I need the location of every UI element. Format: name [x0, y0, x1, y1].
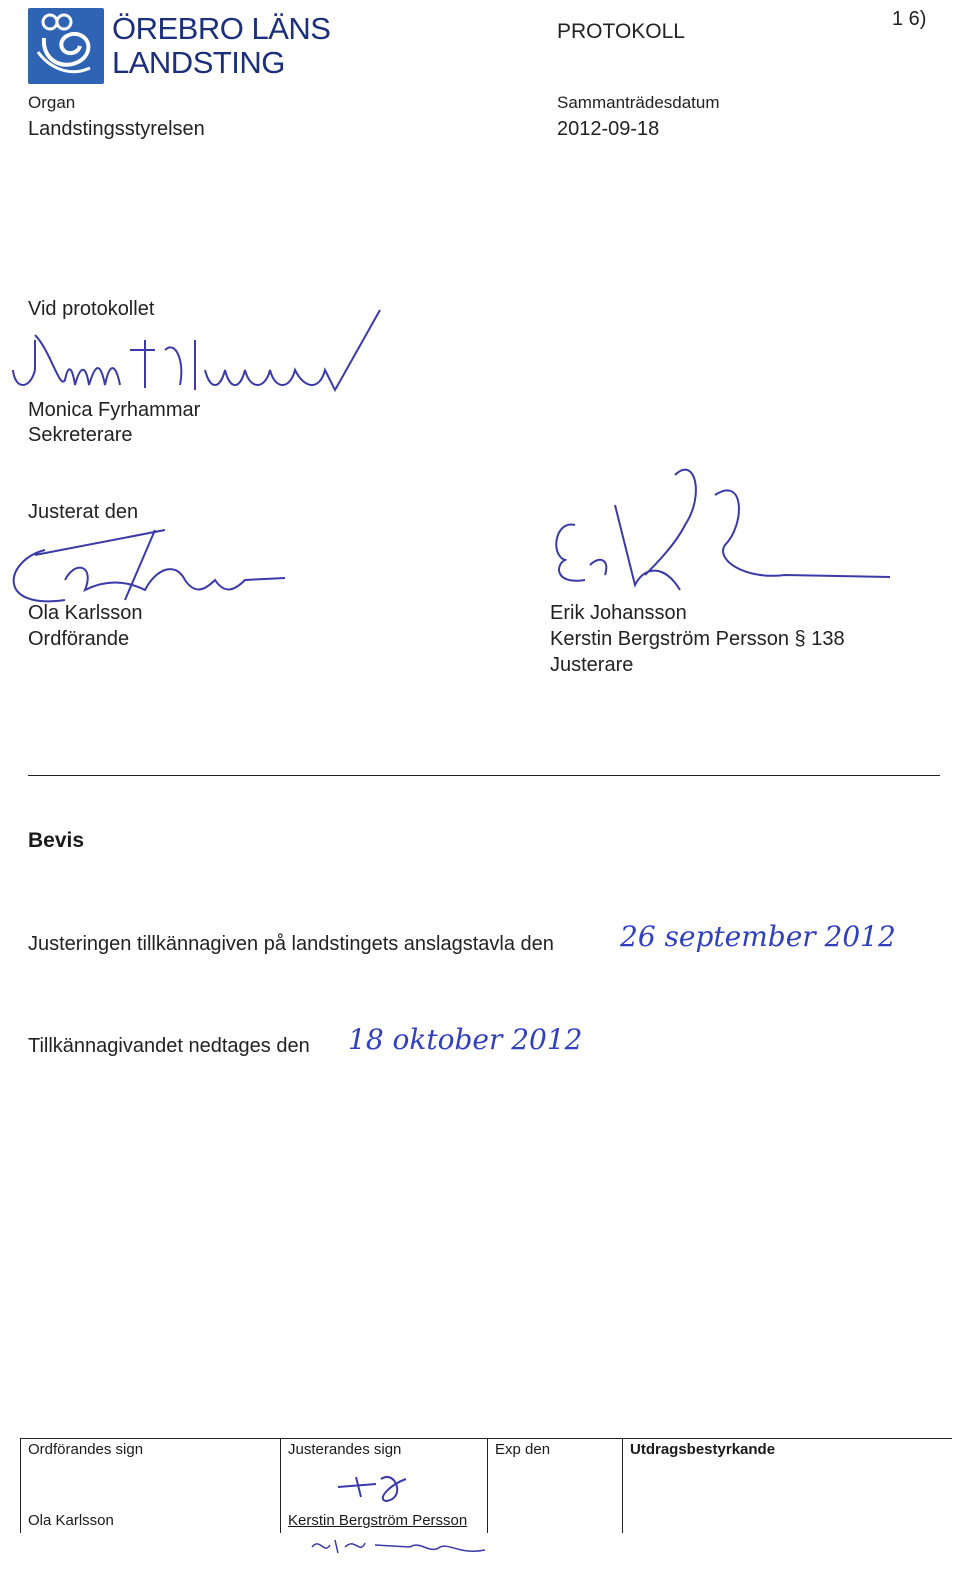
signature-footer-table — [20, 1438, 952, 1533]
footer-cell-adjuster — [281, 1439, 488, 1534]
adjuster1-name: Erik Johansson — [550, 602, 687, 624]
footer-chair-label: Ordförandes sign — [28, 1441, 144, 1458]
footer-utdrag-label: Utdragsbestyrkande — [630, 1441, 776, 1458]
adjuster-handwritten-name — [310, 1535, 490, 1560]
footer-exp-label: Exp den — [495, 1441, 551, 1458]
adjuster2-name: Kerstin Bergström Persson § 138 — [550, 628, 845, 650]
chair-role: Ordförande — [28, 628, 130, 650]
page-number: 1 6) — [892, 8, 927, 30]
justerat-den-label: Justerat den — [28, 501, 139, 523]
bevis-line2-handwritten: 18 oktober 2012 — [348, 1023, 583, 1056]
adjuster-initials-signature — [336, 1469, 416, 1509]
footer-chair-value: Ola Karlsson — [28, 1512, 114, 1529]
footer-cell-chair — [21, 1439, 281, 1534]
bevis-heading: Bevis — [28, 829, 85, 852]
org-name-line1: ÖREBRO LÄNS — [112, 11, 331, 46]
organization-name — [112, 12, 330, 80]
footer-adjuster-label: Justerandes sign — [288, 1441, 402, 1458]
meeting-date-label: Sammanträdesdatum — [557, 93, 720, 112]
secretary-name: Monica Fyrhammar — [28, 399, 201, 421]
vid-protokollet-label: Vid protokollet — [28, 298, 155, 320]
adjuster-role: Justerare — [550, 654, 634, 676]
org-name-line2: LANDSTING — [112, 45, 285, 80]
secretary-role: Sekreterare — [28, 424, 133, 446]
bevis-line2-text: Tillkännagivandet nedtages den — [28, 1035, 310, 1057]
footer-adjuster-value: Kerstin Bergström Persson — [288, 1512, 468, 1529]
bevis-line1-handwritten: 26 september 2012 — [620, 920, 896, 953]
meeting-date-value: 2012-09-18 — [557, 118, 660, 140]
chair-signature — [5, 520, 295, 610]
adjuster-signature — [545, 465, 905, 605]
footer-cell-exp — [488, 1439, 623, 1534]
landsting-logo-icon — [28, 8, 104, 84]
divider-line — [28, 775, 940, 776]
footer-cell-utdrag — [623, 1439, 953, 1534]
organ-label: Organ — [28, 93, 76, 112]
chair-name: Ola Karlsson — [28, 602, 143, 624]
document-type: PROTOKOLL — [557, 20, 685, 43]
organ-value: Landstingsstyrelsen — [28, 118, 205, 140]
bevis-line1-text: Justeringen tillkännagiven på landstingets anslagstavla den — [28, 933, 554, 955]
